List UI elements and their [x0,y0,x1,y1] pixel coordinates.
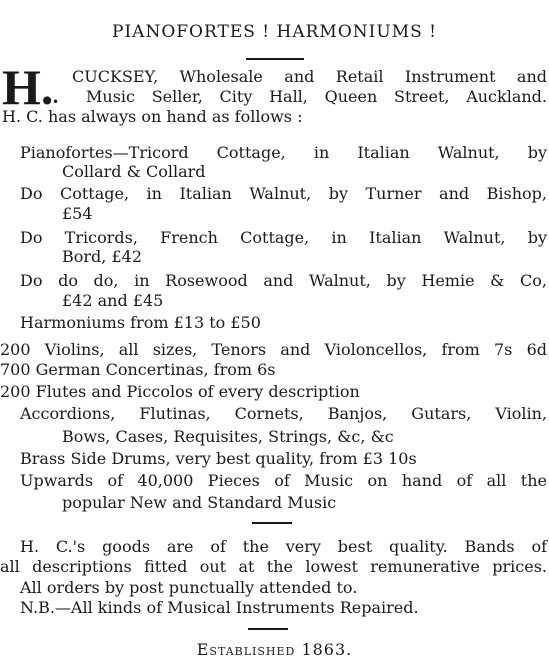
intro-line-3: H. C. has always on hand as follows : [2,107,303,126]
item-line: £42 and £45 [62,291,164,310]
bullet-icon: • [52,95,60,109]
closing-line: N.B.—All kinds of Musical Instruments Repaired. [20,598,419,617]
item-line: Do Cottage, in Italian Walnut, by Turner and Bishop, [20,184,547,203]
item-line: Accordions, Flutinas, Cornets, Banjos, Gutars, Violin, [20,404,547,423]
item-line: popular New and Standard Music [62,493,337,512]
item-line: Brass Side Drums, very best quality, from £3 10s [20,449,417,468]
item-line: Do do do, in Rosewood and Walnut, by Hemie & Co, [20,271,547,290]
item-line: Do Tricords, French Cottage, in Italian Walnut, by [20,228,547,247]
intro-line-1: CUCKSEY, Wholesale and Retail Instrument and [72,67,547,86]
closing-line: all descriptions fitted out at the lowest remunerative prices. [0,557,547,576]
item-line: £54 [62,204,93,223]
headline-rule [246,58,304,60]
footer-rule [248,628,288,630]
section-rule [252,522,292,524]
item-line: Collard & Collard [62,162,206,181]
intro-line-2: Music Seller, City Hall, Queen Street, Auckland. [86,87,547,106]
item-line: Harmoniums from £13 to £50 [20,313,261,332]
item-line: 700 German Concertinas, from 6s [0,360,276,379]
drop-cap: H. [2,59,54,115]
established-line: Established 1863. [196,640,353,656]
item-line: Upwards of 40,000 Pieces of Music on hand of all the [20,471,547,490]
item-line: 200 Violins, all sizes, Tenors and Violoncellos, from 7s 6d [0,340,547,359]
item-line: Pianofortes—Tricord Cottage, in Italian Walnut, by [20,143,547,162]
item-line: Bows, Cases, Requisites, Strings, &c, &c [62,427,394,446]
item-line: 200 Flutes and Piccolos of every description [0,382,360,401]
closing-line: H. C.'s goods are of the very best quality. Bands of [20,537,547,556]
item-line: Bord, £42 [62,247,142,266]
headline: PIANOFORTES ! HARMONIUMS ! [112,22,437,42]
closing-line: All orders by post punctually attended to. [20,578,358,597]
